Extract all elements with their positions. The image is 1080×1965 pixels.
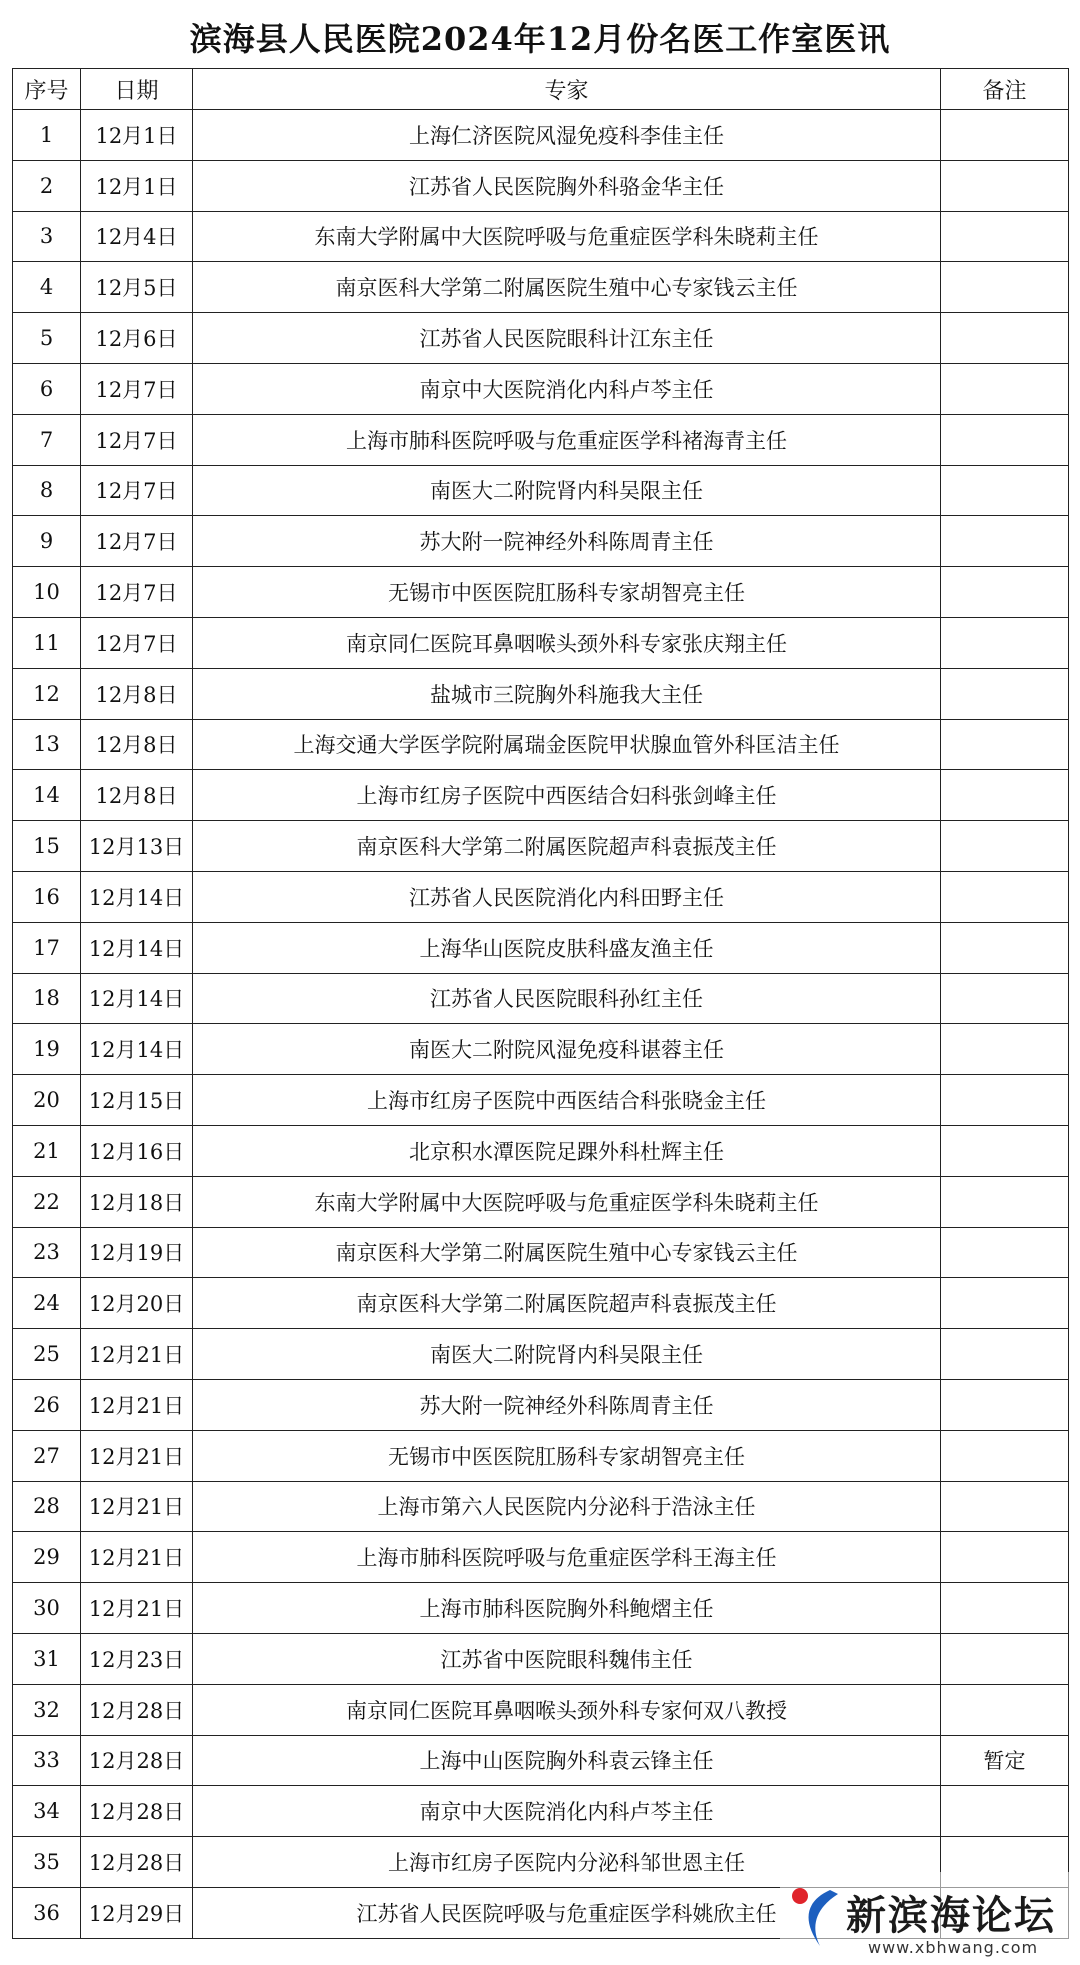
cell-no: 24: [13, 1278, 81, 1329]
cell-date: 12月14日: [81, 922, 193, 973]
cell-expert: 南京同仁医院耳鼻咽喉头颈外科专家张庆翔主任: [193, 617, 941, 668]
cell-expert: 江苏省人民医院眼科计江东主任: [193, 313, 941, 364]
cell-date: 12月18日: [81, 1176, 193, 1227]
cell-expert: 江苏省人民医院胸外科骆金华主任: [193, 160, 941, 211]
cell-no: 16: [13, 871, 81, 922]
cell-date: 12月7日: [81, 617, 193, 668]
cell-no: 21: [13, 1125, 81, 1176]
schedule-table: [12, 68, 1069, 1939]
cell-no: 6: [13, 363, 81, 414]
cell-expert: 上海市肺科医院胸外科鲍熠主任: [193, 1583, 941, 1634]
cell-note: [941, 211, 1069, 262]
cell-expert: 南京中大医院消化内科卢芩主任: [193, 363, 941, 414]
cell-expert: 苏大附一院神经外科陈周青主任: [193, 516, 941, 567]
table-row: [13, 1481, 1069, 1532]
cell-note: [941, 1227, 1069, 1278]
cell-expert: 上海市肺科医院呼吸与危重症医学科褚海青主任: [193, 414, 941, 465]
cell-date: 12月15日: [81, 1075, 193, 1126]
table-row: [13, 770, 1069, 821]
cell-no: 4: [13, 262, 81, 313]
cell-no: 5: [13, 313, 81, 364]
cell-no: 13: [13, 719, 81, 770]
forum-logo-icon: [786, 1882, 846, 1952]
cell-date: 12月21日: [81, 1379, 193, 1430]
cell-expert: 江苏省人民医院呼吸与危重症医学科姚欣主任: [193, 1887, 941, 1938]
cell-note: [941, 922, 1069, 973]
table-row: [13, 973, 1069, 1024]
cell-expert: 东南大学附属中大医院呼吸与危重症医学科朱晓莉主任: [193, 211, 941, 262]
cell-date: 12月19日: [81, 1227, 193, 1278]
cell-expert: 上海市第六人民医院内分泌科于浩泳主任: [193, 1481, 941, 1532]
cell-date: 12月1日: [81, 110, 193, 161]
cell-date: 12月14日: [81, 871, 193, 922]
table-row: [13, 313, 1069, 364]
table-row: [13, 414, 1069, 465]
cell-no: 26: [13, 1379, 81, 1430]
column-header-note: 备注: [941, 69, 1069, 110]
cell-date: 12月21日: [81, 1532, 193, 1583]
table-row: [13, 1583, 1069, 1634]
cell-no: 34: [13, 1786, 81, 1837]
cell-no: 31: [13, 1633, 81, 1684]
cell-expert: 南京同仁医院耳鼻咽喉头颈外科专家何双八教授: [193, 1684, 941, 1735]
cell-expert: 南医大二附院风湿免疫科谌蓉主任: [193, 1024, 941, 1075]
table-row: [13, 1430, 1069, 1481]
cell-date: 12月8日: [81, 770, 193, 821]
cell-date: 12月7日: [81, 516, 193, 567]
cell-date: 12月23日: [81, 1633, 193, 1684]
table-row: [13, 719, 1069, 770]
header-row: [13, 69, 1069, 110]
table-row: [13, 668, 1069, 719]
cell-expert: 上海市肺科医院呼吸与危重症医学科王海主任: [193, 1532, 941, 1583]
cell-no: 1: [13, 110, 81, 161]
cell-date: 12月21日: [81, 1430, 193, 1481]
cell-note: [941, 821, 1069, 872]
cell-expert: 苏大附一院神经外科陈周青主任: [193, 1379, 941, 1430]
cell-expert: 上海华山医院皮肤科盛友渔主任: [193, 922, 941, 973]
table-row: [13, 1125, 1069, 1176]
forum-watermark: [780, 1872, 1080, 1965]
cell-note: [941, 1176, 1069, 1227]
table-row: [13, 922, 1069, 973]
cell-expert: 南京医科大学第二附属医院超声科袁振茂主任: [193, 1278, 941, 1329]
cell-no: 29: [13, 1532, 81, 1583]
forum-url: www.xbhwang.com: [868, 1938, 1039, 1957]
table-row: [13, 516, 1069, 567]
cell-expert: 上海市红房子医院中西医结合妇科张剑峰主任: [193, 770, 941, 821]
cell-no: 9: [13, 516, 81, 567]
cell-no: 36: [13, 1887, 81, 1938]
cell-date: 12月28日: [81, 1837, 193, 1888]
cell-no: 11: [13, 617, 81, 668]
table-row: [13, 363, 1069, 414]
cell-note: [941, 567, 1069, 618]
cell-expert: 江苏省中医院眼科魏伟主任: [193, 1633, 941, 1684]
cell-note: [941, 1786, 1069, 1837]
cell-no: 22: [13, 1176, 81, 1227]
table-row: [13, 871, 1069, 922]
table-row: [13, 1633, 1069, 1684]
table-row: [13, 1075, 1069, 1126]
cell-note: [941, 465, 1069, 516]
cell-no: 35: [13, 1837, 81, 1888]
cell-note: [941, 1583, 1069, 1634]
table-row: [13, 1329, 1069, 1380]
table-row: [13, 1176, 1069, 1227]
cell-note: [941, 1430, 1069, 1481]
table-row: [13, 465, 1069, 516]
cell-no: 27: [13, 1430, 81, 1481]
cell-no: 14: [13, 770, 81, 821]
cell-note: [941, 1125, 1069, 1176]
cell-date: 12月28日: [81, 1684, 193, 1735]
cell-no: 2: [13, 160, 81, 211]
cell-expert: 南京医科大学第二附属医院生殖中心专家钱云主任: [193, 262, 941, 313]
cell-note: [941, 1532, 1069, 1583]
cell-expert: 无锡市中医医院肛肠科专家胡智亮主任: [193, 567, 941, 618]
cell-note: [941, 516, 1069, 567]
cell-note: [941, 1379, 1069, 1430]
table-row: [13, 211, 1069, 262]
cell-no: 3: [13, 211, 81, 262]
cell-note: [941, 1633, 1069, 1684]
column-header-no: 序号: [13, 69, 81, 110]
table-row: [13, 1227, 1069, 1278]
cell-expert: 南京医科大学第二附属医院超声科袁振茂主任: [193, 821, 941, 872]
cell-no: 32: [13, 1684, 81, 1735]
cell-no: 30: [13, 1583, 81, 1634]
cell-note: [941, 973, 1069, 1024]
cell-note: [941, 719, 1069, 770]
table-row: [13, 1379, 1069, 1430]
table-row: [13, 821, 1069, 872]
cell-no: 33: [13, 1735, 81, 1786]
table-row: [13, 617, 1069, 668]
cell-expert: 北京积水潭医院足踝外科杜辉主任: [193, 1125, 941, 1176]
cell-date: 12月7日: [81, 465, 193, 516]
cell-note: [941, 1329, 1069, 1380]
table-row: [13, 1532, 1069, 1583]
cell-date: 12月5日: [81, 262, 193, 313]
cell-no: 15: [13, 821, 81, 872]
cell-expert: 南京中大医院消化内科卢芩主任: [193, 1786, 941, 1837]
cell-no: 7: [13, 414, 81, 465]
cell-no: 10: [13, 567, 81, 618]
cell-note: [941, 1024, 1069, 1075]
cell-date: 12月20日: [81, 1278, 193, 1329]
cell-date: 12月14日: [81, 973, 193, 1024]
cell-note: [941, 262, 1069, 313]
table-body: [13, 110, 1069, 1939]
column-header-date: 日期: [81, 69, 193, 110]
cell-note: [941, 1684, 1069, 1735]
cell-date: 12月29日: [81, 1887, 193, 1938]
cell-date: 12月21日: [81, 1481, 193, 1532]
cell-expert: 上海中山医院胸外科袁云锋主任: [193, 1735, 941, 1786]
cell-date: 12月28日: [81, 1786, 193, 1837]
cell-note: [941, 770, 1069, 821]
column-header-expert: 专家: [193, 69, 941, 110]
cell-note: [941, 363, 1069, 414]
cell-expert: 江苏省人民医院眼科孙红主任: [193, 973, 941, 1024]
cell-expert: 东南大学附属中大医院呼吸与危重症医学科朱晓莉主任: [193, 1176, 941, 1227]
cell-date: 12月8日: [81, 668, 193, 719]
cell-date: 12月28日: [81, 1735, 193, 1786]
page-title: 滨海县人民医院2024年12月份名医工作室医讯: [189, 20, 891, 58]
cell-no: 25: [13, 1329, 81, 1380]
cell-expert: 南医大二附院肾内科吴限主任: [193, 1329, 941, 1380]
table-row: [13, 160, 1069, 211]
cell-date: 12月7日: [81, 567, 193, 618]
cell-date: 12月16日: [81, 1125, 193, 1176]
cell-expert: 无锡市中医医院肛肠科专家胡智亮主任: [193, 1430, 941, 1481]
cell-note: [941, 414, 1069, 465]
cell-date: 12月21日: [81, 1583, 193, 1634]
cell-expert: 上海仁济医院风湿免疫科李佳主任: [193, 110, 941, 161]
cell-note: [941, 110, 1069, 161]
cell-date: 12月7日: [81, 414, 193, 465]
cell-no: 20: [13, 1075, 81, 1126]
cell-expert: 南医大二附院肾内科吴限主任: [193, 465, 941, 516]
cell-expert: 上海交通大学医学院附属瑞金医院甲状腺血管外科匡洁主任: [193, 719, 941, 770]
cell-no: 8: [13, 465, 81, 516]
cell-no: 18: [13, 973, 81, 1024]
table-row: [13, 567, 1069, 618]
cell-date: 12月14日: [81, 1024, 193, 1075]
cell-date: 12月8日: [81, 719, 193, 770]
cell-expert: 南京医科大学第二附属医院生殖中心专家钱云主任: [193, 1227, 941, 1278]
cell-expert: 江苏省人民医院消化内科田野主任: [193, 871, 941, 922]
cell-note: [941, 313, 1069, 364]
cell-expert: 上海市红房子医院内分泌科邹世恩主任: [193, 1837, 941, 1888]
cell-note: [941, 617, 1069, 668]
cell-note: [941, 871, 1069, 922]
table-row: [13, 1786, 1069, 1837]
cell-note: [941, 668, 1069, 719]
cell-no: 19: [13, 1024, 81, 1075]
forum-name: 新滨海论坛: [846, 1893, 1056, 1939]
table-header: [13, 69, 1069, 110]
cell-expert: 上海市红房子医院中西医结合科张晓金主任: [193, 1075, 941, 1126]
cell-no: 28: [13, 1481, 81, 1532]
cell-date: 12月4日: [81, 211, 193, 262]
cell-expert: 盐城市三院胸外科施我大主任: [193, 668, 941, 719]
cell-note: [941, 1075, 1069, 1126]
cell-date: 12月21日: [81, 1329, 193, 1380]
cell-note: [941, 160, 1069, 211]
table-row: [13, 262, 1069, 313]
cell-date: 12月6日: [81, 313, 193, 364]
cell-no: 12: [13, 668, 81, 719]
table-row: [13, 110, 1069, 161]
table-row: [13, 1684, 1069, 1735]
table-row: [13, 1278, 1069, 1329]
cell-note: [941, 1481, 1069, 1532]
cell-no: 23: [13, 1227, 81, 1278]
table-row: [13, 1735, 1069, 1786]
cell-note: 暂定: [941, 1735, 1069, 1786]
table-row: [13, 1024, 1069, 1075]
cell-no: 17: [13, 922, 81, 973]
cell-date: 12月1日: [81, 160, 193, 211]
cell-date: 12月7日: [81, 363, 193, 414]
cell-date: 12月13日: [81, 821, 193, 872]
cell-note: [941, 1278, 1069, 1329]
